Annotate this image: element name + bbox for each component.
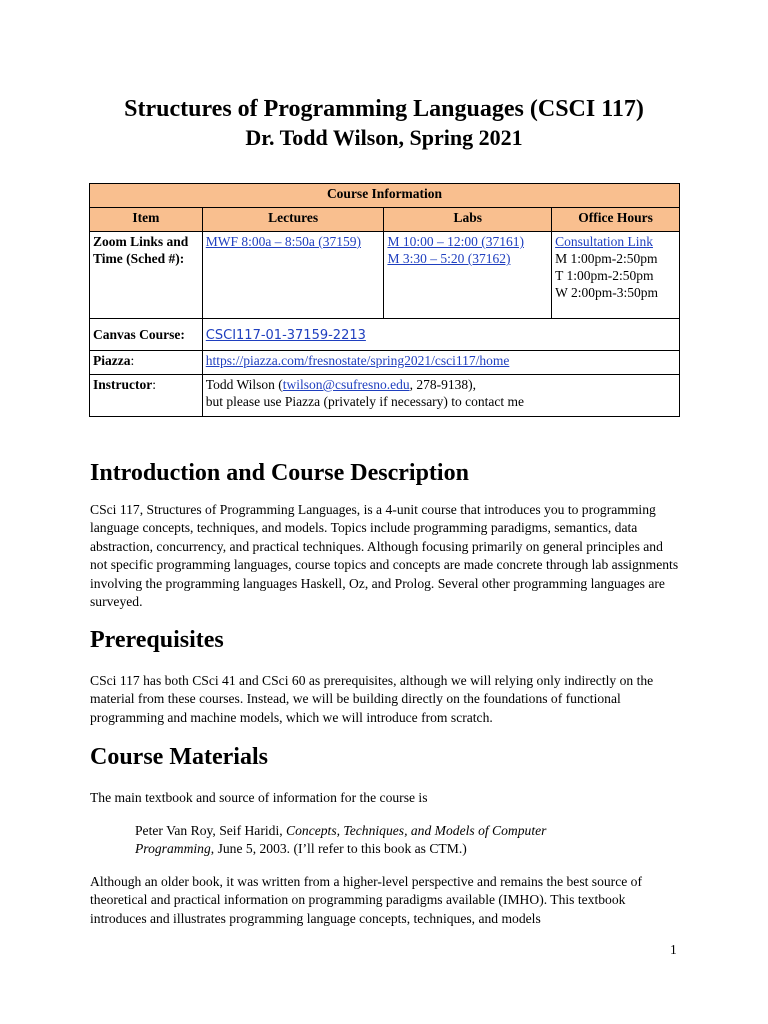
lecture-cell: [202, 232, 384, 319]
table-caption: Course Information: [90, 184, 680, 208]
instructor-email-link[interactable]: twilson@csufresno.edu: [282, 377, 410, 392]
instructor-colon: :: [152, 377, 157, 392]
document-subtitle: Dr. Todd Wilson, Spring 2021: [245, 125, 523, 150]
page-number: 1: [670, 942, 677, 957]
book-authors: Peter Van Roy, Seif Haridi,: [135, 823, 287, 838]
intro-paragraph: CSci 117, Structures of Programming Languages, is a 4-unit course that introduces you to programming language concepts, techniques, and models. Topics include programming paradigms, semantics, data abstraction, concurrency, and practical techniques. Although focusing primarily on general principles and not specific programming languages, course topics and concepts are made concrete through lab assignments involving the programming languages Haskell, Oz, and Prolog. Several other programming languages are surveyed.: [90, 502, 679, 610]
instructor-contact-note: but please use Piazza (privately if necessary) to contact me: [205, 394, 525, 409]
materials-paragraph: Although an older book, it was written from a higher-level perspective and remains the best source of theoretical and practical information on programming paradigms available (IMHO). This textbook introduces and illustrates programming language concepts, techniques, and models: [90, 874, 642, 926]
column-header-office-hours: Office Hours: [552, 208, 680, 232]
prerequisites-paragraph: CSci 117 has both CSci 41 and CSci 60 as prerequisites, although we will relying only indirectly on the material from these courses. Instead, we will be building directly on the foundations of functional programming and machine models, which we will introduce from scratch.: [90, 673, 654, 725]
instructor-row-label: [90, 375, 203, 417]
labs-cell: [384, 232, 552, 319]
office-hours-monday: M 1:00pm-2:50pm: [555, 251, 658, 266]
book-details: , June 5, 2003. (I’ll refer to this book as CTM.): [210, 841, 467, 857]
piazza-colon: :: [130, 353, 135, 368]
office-hours-cell: [552, 232, 680, 319]
column-header-item: Item: [90, 208, 203, 232]
instructor-name: Todd Wilson (: [205, 377, 283, 392]
lab2-zoom-link[interactable]: M 3:30 – 5:20 (37162): [387, 251, 511, 266]
instructor-cell: [202, 375, 679, 417]
materials-intro: The main textbook and source of information for the course is: [90, 790, 428, 805]
lab1-zoom-link[interactable]: M 10:00 – 12:00 (37161): [387, 234, 524, 249]
textbook-citation: [135, 822, 605, 859]
column-header-lectures: Lectures: [202, 208, 384, 232]
consultation-link[interactable]: Consultation Link: [555, 234, 653, 249]
canvas-cell: [202, 319, 679, 351]
instructor-label: Instructor: [93, 377, 153, 392]
office-hours-tuesday: T 1:00pm-2:50pm: [555, 268, 654, 283]
piazza-row-label: [90, 351, 203, 375]
piazza-label: Piazza: [93, 353, 131, 368]
zoom-row-label: Zoom Links and Time (Sched #):: [90, 232, 203, 319]
course-info-table: [89, 183, 680, 417]
canvas-course-link[interactable]: CSCI117-01-37159-2213: [205, 327, 366, 343]
piazza-cell: [202, 351, 679, 375]
column-header-labs: Labs: [384, 208, 552, 232]
book-title: Concepts, Techniques, and Models of Computer Programming: [135, 823, 547, 857]
document-title: Structures of Programming Languages (CSCI 117): [124, 96, 644, 122]
course-materials-heading: Course Materials: [90, 744, 268, 770]
office-hours-wednesday: W 2:00pm-3:50pm: [555, 285, 658, 300]
prerequisites-heading: Prerequisites: [90, 627, 224, 653]
lecture-zoom-link[interactable]: MWF 8:00a – 8:50a (37159): [205, 234, 362, 249]
intro-heading: Introduction and Course Description: [90, 460, 469, 486]
piazza-link[interactable]: https://piazza.com/fresnostate/spring2021/csci117/home: [205, 353, 510, 368]
instructor-phone: , 278-9138),: [409, 377, 476, 392]
canvas-row-label: Canvas Course:: [90, 319, 203, 351]
